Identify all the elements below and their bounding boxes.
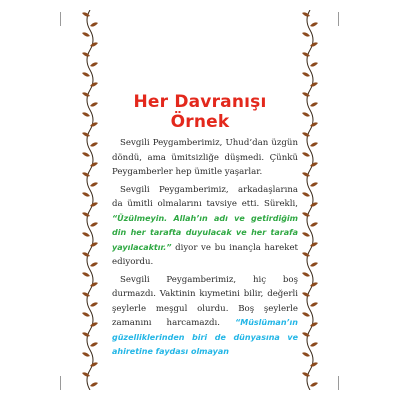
- vine-leaf: [310, 262, 318, 266]
- vine-leaf: [82, 192, 90, 196]
- vine-leaf: [310, 162, 318, 166]
- paragraph-p3: [112, 273, 298, 360]
- vine-leaf: [90, 102, 98, 106]
- vine-leaf: [310, 222, 318, 226]
- vine-leaf: [90, 382, 98, 386]
- vine-leaf: [90, 322, 98, 326]
- vine-leaf: [90, 262, 98, 266]
- body-text: [112, 136, 298, 363]
- vine-leaf: [90, 222, 98, 226]
- vine-leaf: [302, 192, 310, 196]
- vine-leaf: [302, 112, 310, 116]
- vine-leaf: [82, 352, 90, 356]
- vine-leaf: [310, 122, 318, 126]
- right-vine-border-icon: [300, 10, 320, 390]
- vine-leaf: [82, 312, 90, 316]
- vine-stem: [87, 10, 93, 390]
- vine-leaf: [310, 42, 318, 46]
- vine-leaf: [82, 112, 90, 116]
- vine-leaf: [310, 382, 318, 386]
- paragraph-text: diyor ve bu inançla hareket ediyordu.: [112, 242, 298, 267]
- vine-leaf: [90, 42, 98, 46]
- cyan-quote-text: “Müslüman’ın güzelliklerinden biri de dünyasına ve ahiretine faydası olmayan: [112, 318, 298, 356]
- vine-leaf: [82, 272, 90, 276]
- vine-leaf: [310, 242, 318, 246]
- crop-mark-bottom-right: [338, 376, 339, 390]
- vine-leaf: [310, 342, 318, 346]
- vine-leaf: [82, 232, 90, 236]
- vine-leaf: [90, 122, 98, 126]
- vine-leaf: [310, 302, 318, 306]
- vine-leaf: [310, 202, 318, 206]
- vine-leaf: [302, 32, 310, 36]
- vine-leaf: [310, 322, 318, 326]
- vine-leaf: [302, 272, 310, 276]
- vine-leaf: [90, 342, 98, 346]
- vine-leaf: [302, 72, 310, 76]
- vine-leaf: [90, 242, 98, 246]
- vine-leaf: [90, 62, 98, 66]
- vine-stem: [307, 10, 313, 390]
- vine-leaf: [310, 282, 318, 286]
- vine-leaf: [310, 102, 318, 106]
- vine-leaf: [310, 182, 318, 186]
- vine-leaf: [302, 152, 310, 156]
- vine-leaf: [90, 162, 98, 166]
- left-vine-border-icon: [80, 10, 100, 390]
- vine-leaf: [90, 22, 98, 26]
- vine-leaf: [310, 62, 318, 66]
- crop-mark-bottom-left: [60, 376, 61, 390]
- crop-mark-top-left: [60, 12, 61, 26]
- paragraph-text: Sevgili Peygamberimiz, hiç boş durmazdı. Vaktinin kıymetini bilir, değerli şeylerle meşgul olurdu. Boş şeylerle zamanını harcamazdı.: [112, 274, 298, 328]
- vine-leaf: [90, 282, 98, 286]
- page-title: Her Davranışı Örnek: [133, 92, 267, 132]
- green-quote-text: “Üzülmeyin. Allah’ın adı ve getirdiğim din her tarafta duyulacak ve her tarafa yayılacaktır.”: [112, 213, 298, 252]
- vine-leaf: [90, 302, 98, 306]
- vine-leaf: [310, 142, 318, 146]
- vine-leaf: [310, 22, 318, 26]
- vine-leaf: [302, 312, 310, 316]
- vine-leaf: [302, 232, 310, 236]
- paragraph-text: Sevgili Peygamberimiz, Uhud’dan üzgün döndü, ama ümitsizliğe düşmedi. Çünkü Peygamberler hep ümitle yaşarlar.: [112, 138, 298, 177]
- vine-leaf: [90, 82, 98, 86]
- vine-leaf: [90, 362, 98, 366]
- vine-leaf: [90, 182, 98, 186]
- paragraph-p1: [112, 136, 298, 180]
- vine-leaf: [90, 202, 98, 206]
- vine-leaf: [310, 82, 318, 86]
- vine-leaf: [310, 362, 318, 366]
- vine-leaf: [82, 72, 90, 76]
- vine-leaf: [82, 32, 90, 36]
- paragraph-text: Sevgili Peygamberimiz, arkadaşlarına da ümitli olmalarını tavsiye etti. Sürekli,: [112, 184, 298, 209]
- vine-leaf: [82, 152, 90, 156]
- paragraph-p2: [112, 183, 298, 270]
- crop-mark-top-right: [338, 12, 339, 26]
- vine-leaf: [302, 352, 310, 356]
- vine-leaf: [90, 142, 98, 146]
